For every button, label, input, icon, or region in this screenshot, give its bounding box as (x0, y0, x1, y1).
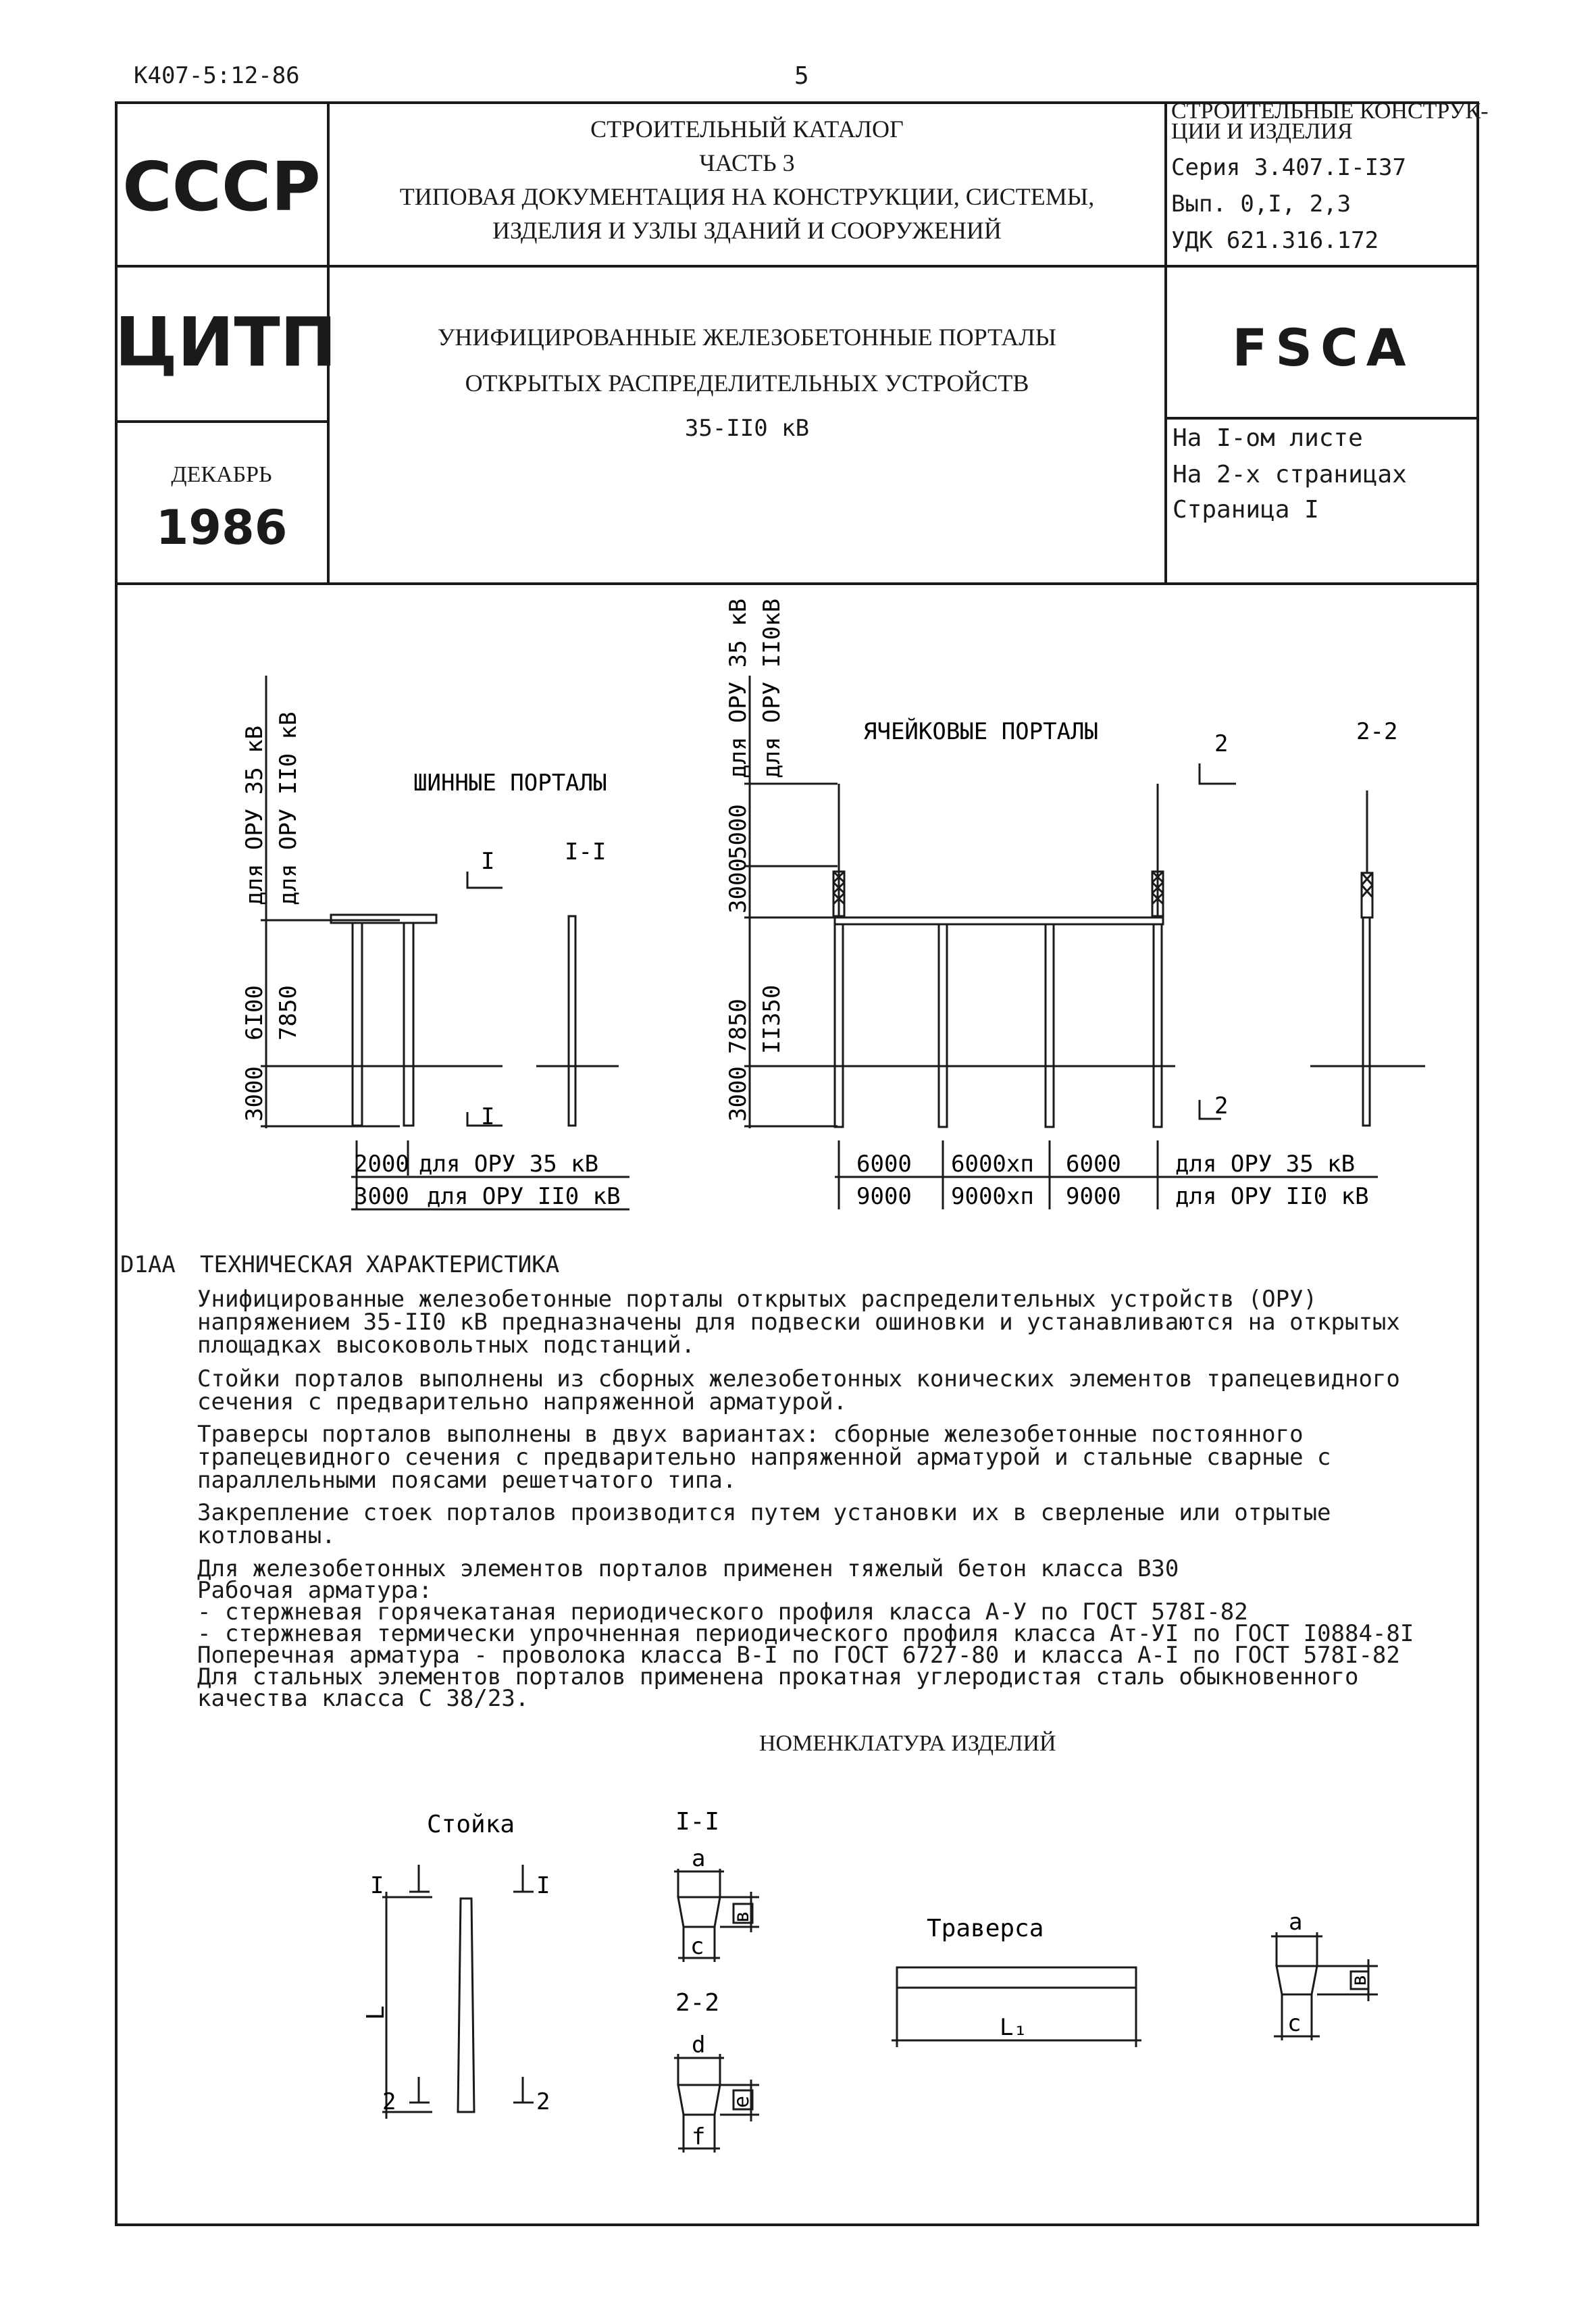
materials-line-5: Поперечная арматура - проволока класса В-I по ГОСТ 6727-80 и класса А-I по ГОСТ 578I-82 (197, 1642, 1400, 1669)
bus-dim-for-35: для ОРУ 35 кВ (241, 725, 268, 905)
cell-dim-11350: II350 (758, 984, 786, 1054)
materials-line-3: - стержневая горячекатаная периодического профиля класса А-У по ГОСТ 578I-82 (197, 1599, 1248, 1626)
sec-I-I-shape (678, 1897, 720, 1927)
cell-dim-3000-bottom: 3000 (725, 1066, 752, 1122)
section-2-label-top: 2 (1214, 730, 1229, 757)
fsca-code: FSCA (1232, 318, 1414, 378)
sheet-info-2: На 2-х страницах (1173, 461, 1407, 488)
cell-dim-for-110: для ОРУ II0кВ (758, 598, 786, 778)
beam-section-shape (1277, 1966, 1317, 1994)
tech-paragraph-2: Стойки порталов выполнены из сборных железобетонных конических элементов трапецевидного сечения с предварительно напряженной арматурой. (197, 1365, 1400, 1415)
cell-dim-3000-top: 3000 (725, 858, 752, 913)
bus-span-for-35: для ОРУ 35 кВ (419, 1151, 599, 1178)
bus-dim-3000: 3000 (241, 1066, 268, 1122)
nomenclature-heading: НОМЕНКЛАТУРА ИЗДЕЛИЙ (759, 1731, 1056, 1756)
materials-line-4: - стержневая термически упрочненная периодического профиля класса Ат-УI по ГОСТ I0884-8I (197, 1620, 1414, 1647)
catalog-line-3: ТИПОВАЯ ДОКУМЕНТАЦИЯ НА КОНСТРУКЦИИ, СИСТЕМЫ, (399, 183, 1095, 210)
bus-span-for-110: для ОРУ II0 кВ (427, 1183, 621, 1210)
catalog-line-1: СТРОИТЕЛЬНЫЙ КАТАЛОГ (590, 116, 904, 143)
bus-span-3000: 3000 (354, 1183, 409, 1210)
tech-paragraph-1: Унифицированные железобетонные порталы открытых распределительных устройств (ОРУ) напряжением 35-II0 кВ предназначены для подвески ошиновки и устанавливаются на открытых площадках высоковольтных подстанций. (197, 1286, 1400, 1359)
cell-dim-7850: 7850 (725, 999, 752, 1054)
post-sec-2-left-label: 2 (382, 2088, 396, 2115)
cell-span-110-2: 9000хп (951, 1183, 1034, 1210)
sec-2-2-shape (678, 2085, 720, 2115)
cell-span-for-110: для ОРУ II0 кВ (1175, 1183, 1369, 1210)
sec-I-I-title: I-I (675, 1808, 720, 1836)
udk-label: УДК 621.316.172 (1171, 227, 1379, 254)
tech-paragraph-3: Траверсы порталов выполнены в двух вариантах: сборные железобетонные постоянного трапецевидного сечения с предварительно напряженной арматурой и стальные сварные с параллельными поясами решетчатого типа. (197, 1421, 1331, 1494)
materials-line-1: Для железобетонных элементов порталов применен тяжелый бетон класса В30 (197, 1555, 1179, 1582)
cell-span-110-1: 9000 (856, 1183, 912, 1210)
cell-span-110-3: 9000 (1066, 1183, 1121, 1210)
sec-2-2-title: 2-2 (675, 1989, 720, 2017)
beam-sec-b: в (1347, 1973, 1371, 1986)
cell-span-35-1: 6000 (856, 1151, 912, 1178)
beam-label: Траверса (927, 1915, 1044, 1942)
title-line-2: ОТКРЫТЫХ РАСПРЕДЕЛИТЕЛЬНЫХ УСТРОЙСТВ (465, 370, 1029, 397)
publisher-label: ЦИТП (115, 303, 337, 382)
beam-length-label: L₁ (1000, 2014, 1027, 2041)
beam-sec-c: c (1287, 2010, 1302, 2037)
country-label: СССР (122, 147, 321, 226)
tech-label: D1AA (120, 1251, 176, 1278)
cell-dim-for-35: для ОРУ 35 кВ (725, 598, 752, 778)
sec-I-I-a: a (692, 1845, 706, 1872)
beam-outline (897, 1967, 1136, 1988)
tech-heading: ТЕХНИЧЕСКАЯ ХАРАКТЕРИСТИКА (200, 1251, 560, 1278)
beam-sec-a: a (1289, 1909, 1303, 1936)
sheet-info-3: Страница I (1173, 496, 1319, 524)
materials-line-7: качества класса С 38/23. (197, 1685, 530, 1712)
post-label: Стойка (427, 1811, 515, 1838)
sheet-info-1: На I-ом листе (1173, 424, 1363, 452)
title-line-3: 35-II0 кВ (684, 415, 810, 442)
sec-2-2-f: f (692, 2123, 706, 2150)
sec-I-I-c: c (690, 1933, 704, 1960)
section-2-label-bottom: 2 (1214, 1092, 1229, 1120)
series-label: Серия 3.407.I-I37 (1171, 154, 1406, 181)
doc-code: К407-5:12-86 (134, 62, 300, 89)
materials-line-2: Рабочая арматура: (197, 1577, 432, 1604)
bus-dim-6100: 6I00 (241, 985, 268, 1040)
post-length-label: L (362, 2005, 390, 2020)
catalog-line-4: ИЗДЕЛИЯ И УЗЛЫ ЗДАНИЙ И СООРУЖЕНИЙ (492, 217, 1002, 244)
bus-span-2000: 2000 (354, 1151, 409, 1178)
cell-span-for-35: для ОРУ 35 кВ (1175, 1151, 1356, 1178)
section-2-2-label: 2-2 (1356, 718, 1398, 745)
section-I-I-label: I-I (565, 838, 607, 865)
sec-I-I-b: в (730, 1910, 754, 1923)
tech-paragraph-4: Закрепление стоек порталов производится путем установки их в сверленые или отрытые котлованы. (197, 1499, 1331, 1549)
section-I-label-bottom: I (481, 1103, 495, 1130)
page-number: 5 (794, 62, 809, 90)
title-line-1: УНИФИЦИРОВАННЫЕ ЖЕЛЕЗОБЕТОННЫЕ ПОРТАЛЫ (437, 324, 1057, 351)
post-sec-I-left-label: I (370, 1872, 384, 1899)
post-sec-I-right-label: I (536, 1872, 550, 1899)
cell-portals-title: ЯЧЕЙКОВЫЕ ПОРТАЛЫ (863, 718, 1098, 745)
sec-2-2-d: d (692, 2032, 706, 2059)
month-label: ДЕКАБРЬ (171, 462, 272, 487)
cell-dim-5000: 5000 (725, 804, 752, 859)
section-line-1: СТРОИТЕЛЬНЫЕ КОНСТРУК- (1171, 99, 1489, 124)
issues-label: Вып. 0,I, 2,3 (1171, 191, 1352, 218)
post-sec-2-right-label: 2 (536, 2088, 550, 2115)
bus-portals-title: ШИННЫЕ ПОРТАЛЫ (413, 770, 607, 797)
section-line-2: ЦИИ И ИЗДЕЛИЯ (1171, 119, 1353, 144)
bus-dim-for-110: для ОРУ II0 кВ (275, 711, 302, 905)
cell-span-35-3: 6000 (1066, 1151, 1121, 1178)
materials-line-6: Для стальных элементов порталов применена прокатная углеродистая сталь обыкновенного (197, 1663, 1359, 1690)
section-I-label-top: I (481, 848, 495, 875)
bus-dim-7850: 7850 (275, 985, 302, 1040)
catalog-line-2: ЧАСТЬ 3 (699, 149, 795, 176)
cell-span-35-2: 6000хп (951, 1151, 1034, 1178)
sec-2-2-e: e (730, 2095, 754, 2108)
year-label: 1986 (155, 500, 288, 555)
post-outline (458, 1898, 474, 2112)
